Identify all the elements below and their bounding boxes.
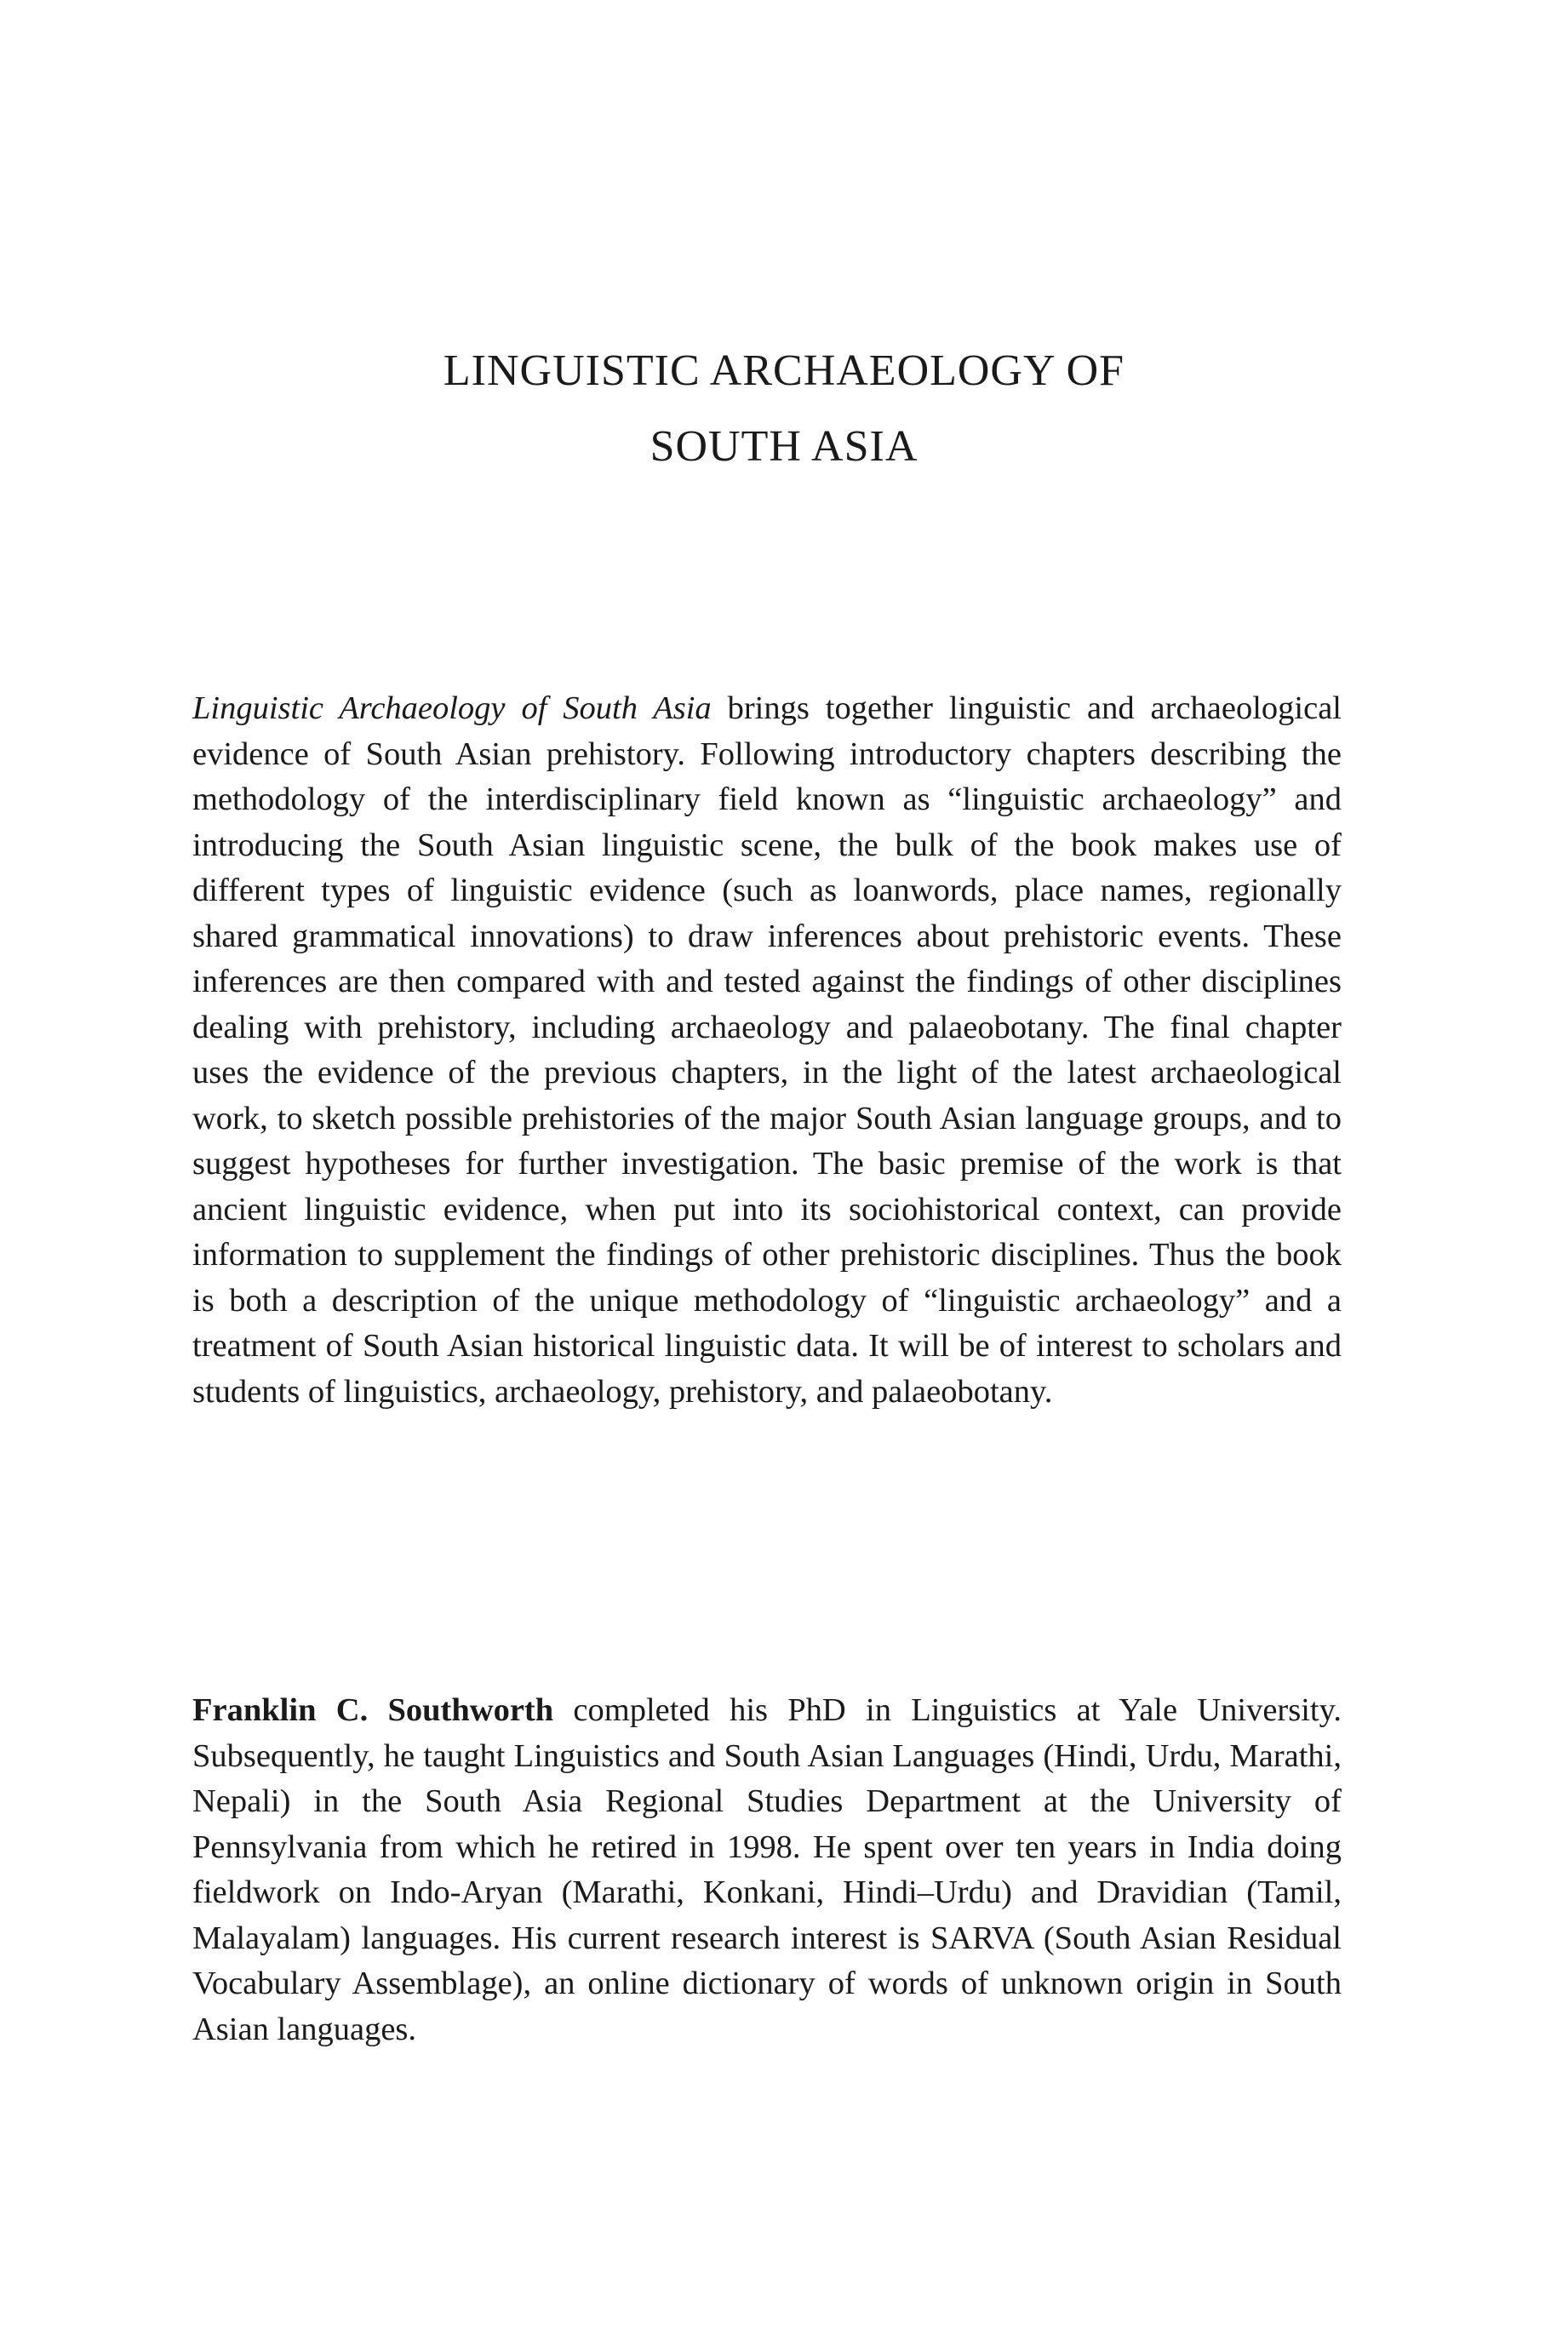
book-title-reference: Linguistic Archaeology of South Asia	[192, 690, 712, 726]
page-title-line-1: LINGUISTIC ARCHAEOLOGY OF	[443, 346, 1125, 395]
book-description-text: brings together linguistic and archaeological evidence of South Asian prehistory. Following introductory chapters describing the methodology of the interdisciplinary field known as “linguistic archaeology” and introducing the South Asian linguistic scene, the bulk of the book makes use of different types of linguistic evidence (such as loanwords, place names, regionally shared grammatical innovations) to draw inferences about prehistoric events. These inferences are then compared with and tested against the findings of other disciplines dealing with prehistory, including archaeology and palaeobotany. The final chapter uses the evidence of the previous chapters, in the light of the latest archaeological work, to sketch possible prehistories of the major South Asian language groups, and to suggest hypotheses for further investigation. The basic premise of the work is that ancient linguistic evidence, when put into its sociohistorical context, can provide information to supplement the findings of other prehistoric disciplines. Thus the book is both a description of the unique methodology of “linguistic archaeology” and a treatment of South Asian historical linguistic data. It will be of interest to scholars and students of linguistics, archaeology, prehistory, and palaeobotany.	[192, 690, 1342, 1410]
author-name: Franklin C. Southworth	[192, 1692, 554, 1728]
page-title-line-2: SOUTH ASIA	[650, 422, 918, 471]
book-description	[192, 686, 1342, 1415]
author-bio-text: completed his PhD in Linguistics at Yale University. Subsequently, he taught Linguistics and South Asian Languages (Hindi, Urdu, Marathi, Nepali) in the South Asia Regional Studies Department at the University of Pennsylvania from which he retired in 1998. He spent over ten years in India doing fieldwork on Indo-Aryan (Marathi, Konkani, Hindi–Urdu) and Dravidian (Tamil, Malayalam) languages. His current research interest is SARVA (South Asian Residual Vocabulary Assemblage), an online dictionary of words of unknown origin in South Asian languages.	[192, 1692, 1342, 2047]
author-bio	[192, 1688, 1342, 2052]
